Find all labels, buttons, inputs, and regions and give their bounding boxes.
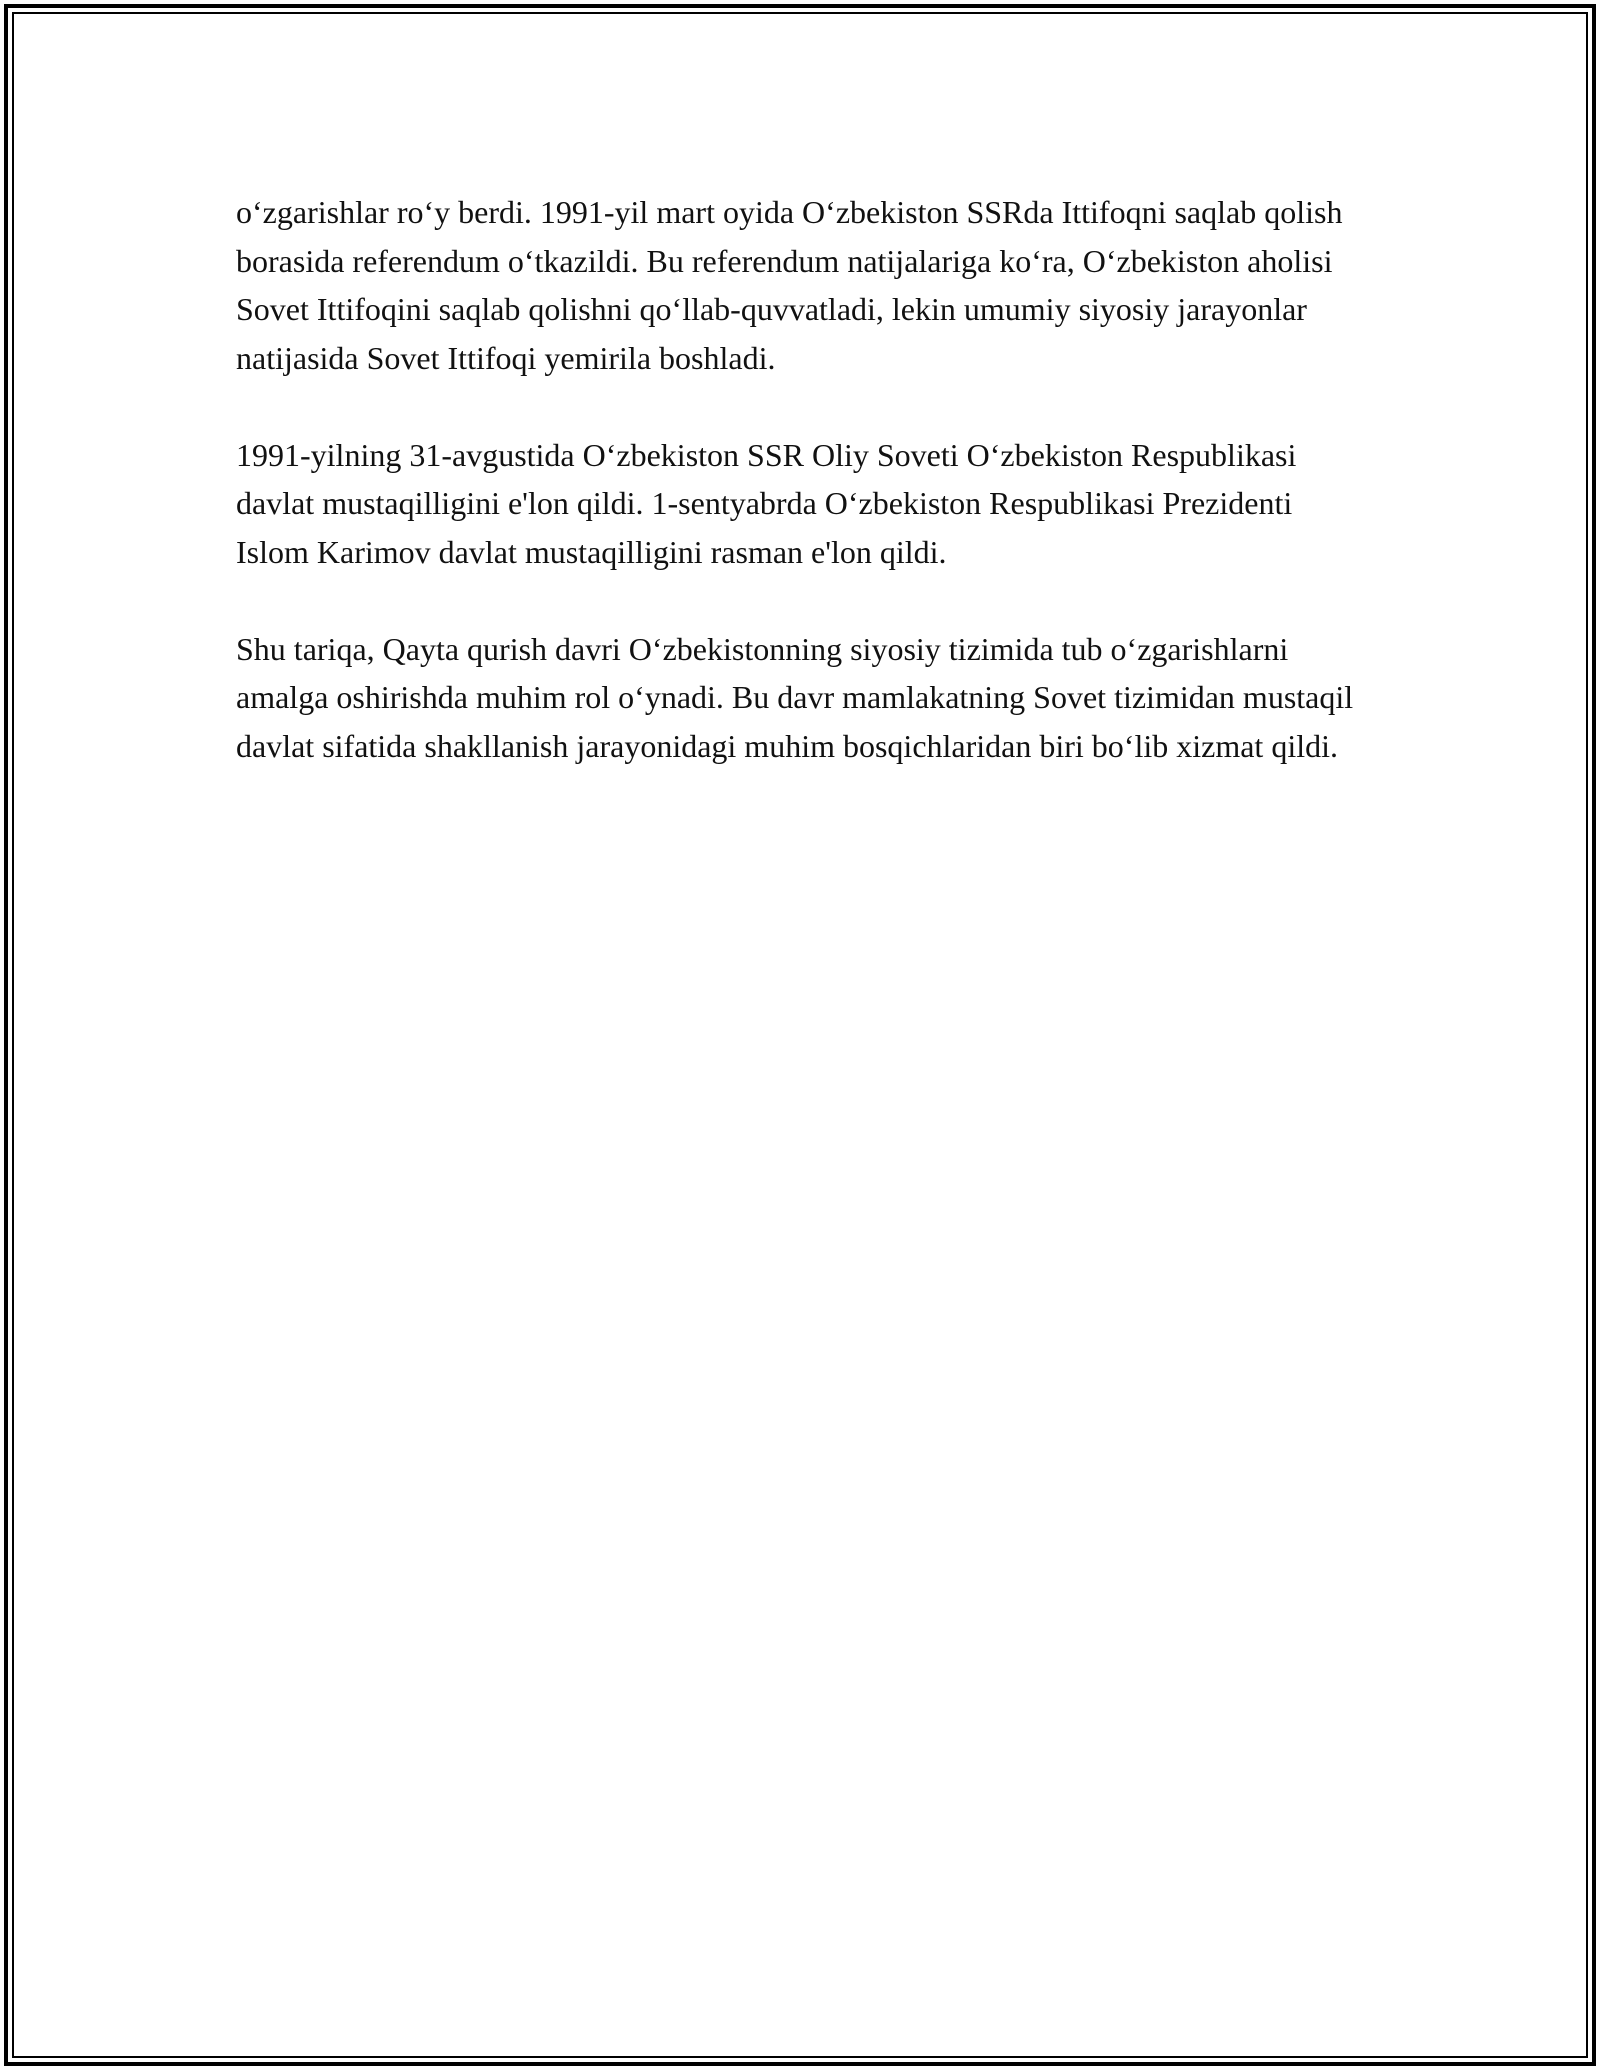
document-body	[236, 188, 1366, 819]
paragraph-1: o‘zgarishlar ro‘y berdi. 1991-yil mart oyida O‘zbekiston SSRda Ittifoqni saqlab qolish borasida referendum o‘tkazildi. Bu referendum natijalariga ko‘ra, O‘zbekiston aholisi Sovet Ittifoqini saqlab qolishni qo‘llab-quvvatladi, lekin umumiy siyosiy jarayonlar natijasida Sovet Ittifoqi yemirila boshladi.	[236, 194, 1343, 376]
paragraph-2: 1991-yilning 31-avgustida O‘zbekiston SSR Oliy Soveti O‘zbekiston Respublikasi davlat mustaqilligini e'lon qildi. 1-sentyabrda O‘zbekiston Respublikasi Prezidenti Islom Karimov davlat mustaqilligini rasman e'lon qildi.	[236, 436, 1297, 570]
paragraph-3: Shu tariqa, Qayta qurish davri O‘zbekistonning siyosiy tizimida tub o‘zgarishlarni amalga oshirishda muhim rol o‘ynadi. Bu davr mamlakatning Sovet tizimidan mustaqil davlat sifatida shakllanish jarayonidagi muhim bosqichlaridan biri bo‘lib xizmat qildi.	[236, 630, 1354, 764]
